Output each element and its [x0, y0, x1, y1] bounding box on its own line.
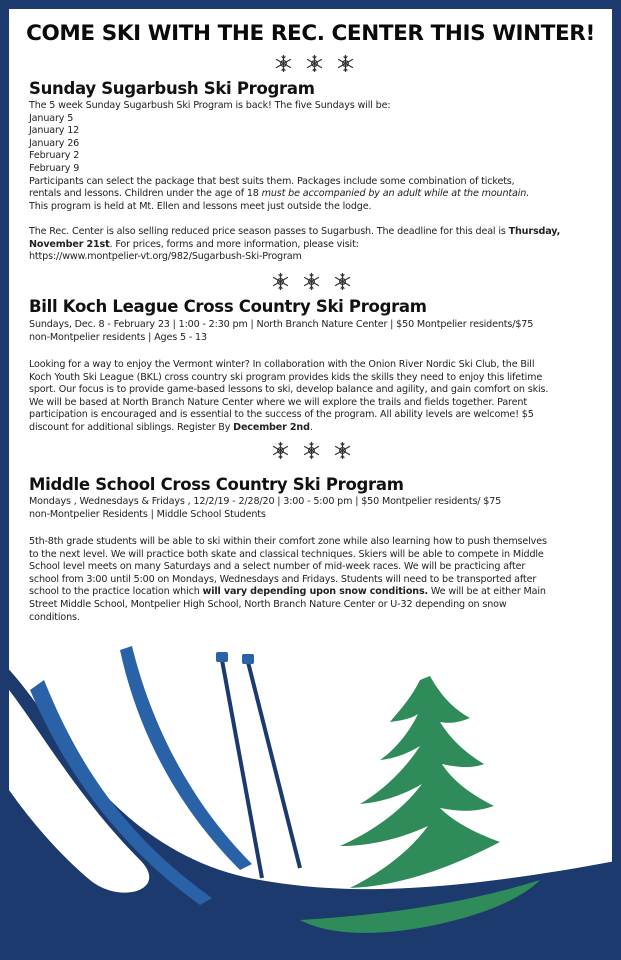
register-text: discount for additional siblings. Register By — [29, 421, 234, 433]
ms-text-line: School level meets on many Saturdays and a select number of mid-week races. We will be practicing after — [29, 561, 526, 573]
sugarbush-link[interactable]: https://www.montpelier-vt.org/982/Sugarbush-Ski-Program — [29, 251, 302, 263]
ms-details-1: Mondays , Wednesdays & Fridays , 12/2/19 - 2/28/20 | 3:00 - 5:00 pm | $50 Montpelier residents/ $75 — [29, 496, 502, 507]
date-item: January 5 — [29, 112, 74, 124]
section-title-bkl: Bill Koch League Cross Country Ski Program — [29, 297, 427, 316]
bkl-details-1: Sundays, Dec. 8 - February 23 | 1:00 - 2:30 pm | North Branch Nature Center | $50 Montpelier residents/$75 — [29, 319, 534, 330]
ms-text-5a: school to the practice location which — [29, 586, 203, 598]
bkl-text-line: Koch Youth Ski League (BKL) cross country ski program provides kids the skills they need to enjoy this lifetime — [29, 371, 543, 383]
date-item: February 2 — [29, 150, 80, 162]
date-item: February 9 — [29, 162, 80, 174]
ms-text-line: conditions. — [29, 611, 80, 623]
register-date: December 2nd — [233, 421, 310, 433]
deadline-date: November 21st — [29, 238, 110, 250]
season-pass-text-b: . For prices, forms and more information, please visit: — [109, 238, 359, 250]
bkl-details-2: non-Montpelier residents | Ages 5 - 13 — [29, 331, 207, 343]
register-period: . — [309, 421, 313, 433]
packages-text-2a: rentals and lessons. Children under the age of 18 — [29, 188, 262, 200]
date-item: January 12 — [29, 125, 80, 137]
snow-conditions-note: will vary depending upon snow conditions. — [202, 586, 428, 598]
bkl-text-line: We will be based at North Branch Nature Center where we will explore the trails and fields together. Parent — [29, 396, 527, 408]
ms-details-2: non-Montpelier Residents | Middle School Students — [29, 508, 266, 520]
date-item: January 26 — [29, 137, 80, 149]
ms-text-line: Street Middle School, Montpelier High School, North Branch Nature Center or U-32 depending on snow — [29, 598, 507, 610]
ms-text-line: school from 3:00 until 5:00 on Mondays, Wednesdays and Fridays. Students will need to be transported after — [29, 573, 537, 585]
section-title-middle-school: Middle School Cross Country Ski Program — [29, 475, 404, 494]
section-title-sugarbush: Sunday Sugarbush Ski Program — [29, 79, 315, 98]
page-title: COME SKI WITH THE REC. CENTER THIS WINTER! — [26, 21, 595, 46]
supervision-note: must be accompanied by an adult while at the mountain. — [261, 188, 530, 200]
ms-text-line: to the next level. We will practice both skate and classical techniques. Skiers will be able to compete in Middle — [29, 548, 544, 560]
bkl-text-line: Looking for a way to enjoy the Vermont winter? In collaboration with the Onion River Nordic Ski Club, the Bill — [29, 359, 535, 370]
sugarbush-intro: The 5 week Sunday Sugarbush Ski Program is back! The five Sundays will be: — [29, 100, 391, 111]
location-text: This program is held at Mt. Ellen and lessons meet just outside the lodge. — [29, 200, 372, 212]
ms-text-line: 5th-8th grade students will be able to ski within their comfort zone while also learning how to push themselves — [29, 536, 547, 547]
bkl-text-line: sport. Our focus is to provide game-based lessons to ski, develop balance and agility, and gain comfort on skis. — [29, 384, 549, 396]
bkl-text-line: participation is encouraged and is essential to the success of the program. All ability levels are welcome! $5 — [29, 409, 534, 421]
packages-text: Participants can select the package that best suits them. Packages include some combination of tickets, — [29, 175, 515, 187]
season-pass-text-a: The Rec. Center is also selling reduced price season passes to Sugarbush. The deadline for this deal is — [29, 225, 509, 237]
deadline-day: Thursday, — [508, 225, 561, 237]
ms-text-5b: We will be at either Main — [428, 586, 546, 598]
